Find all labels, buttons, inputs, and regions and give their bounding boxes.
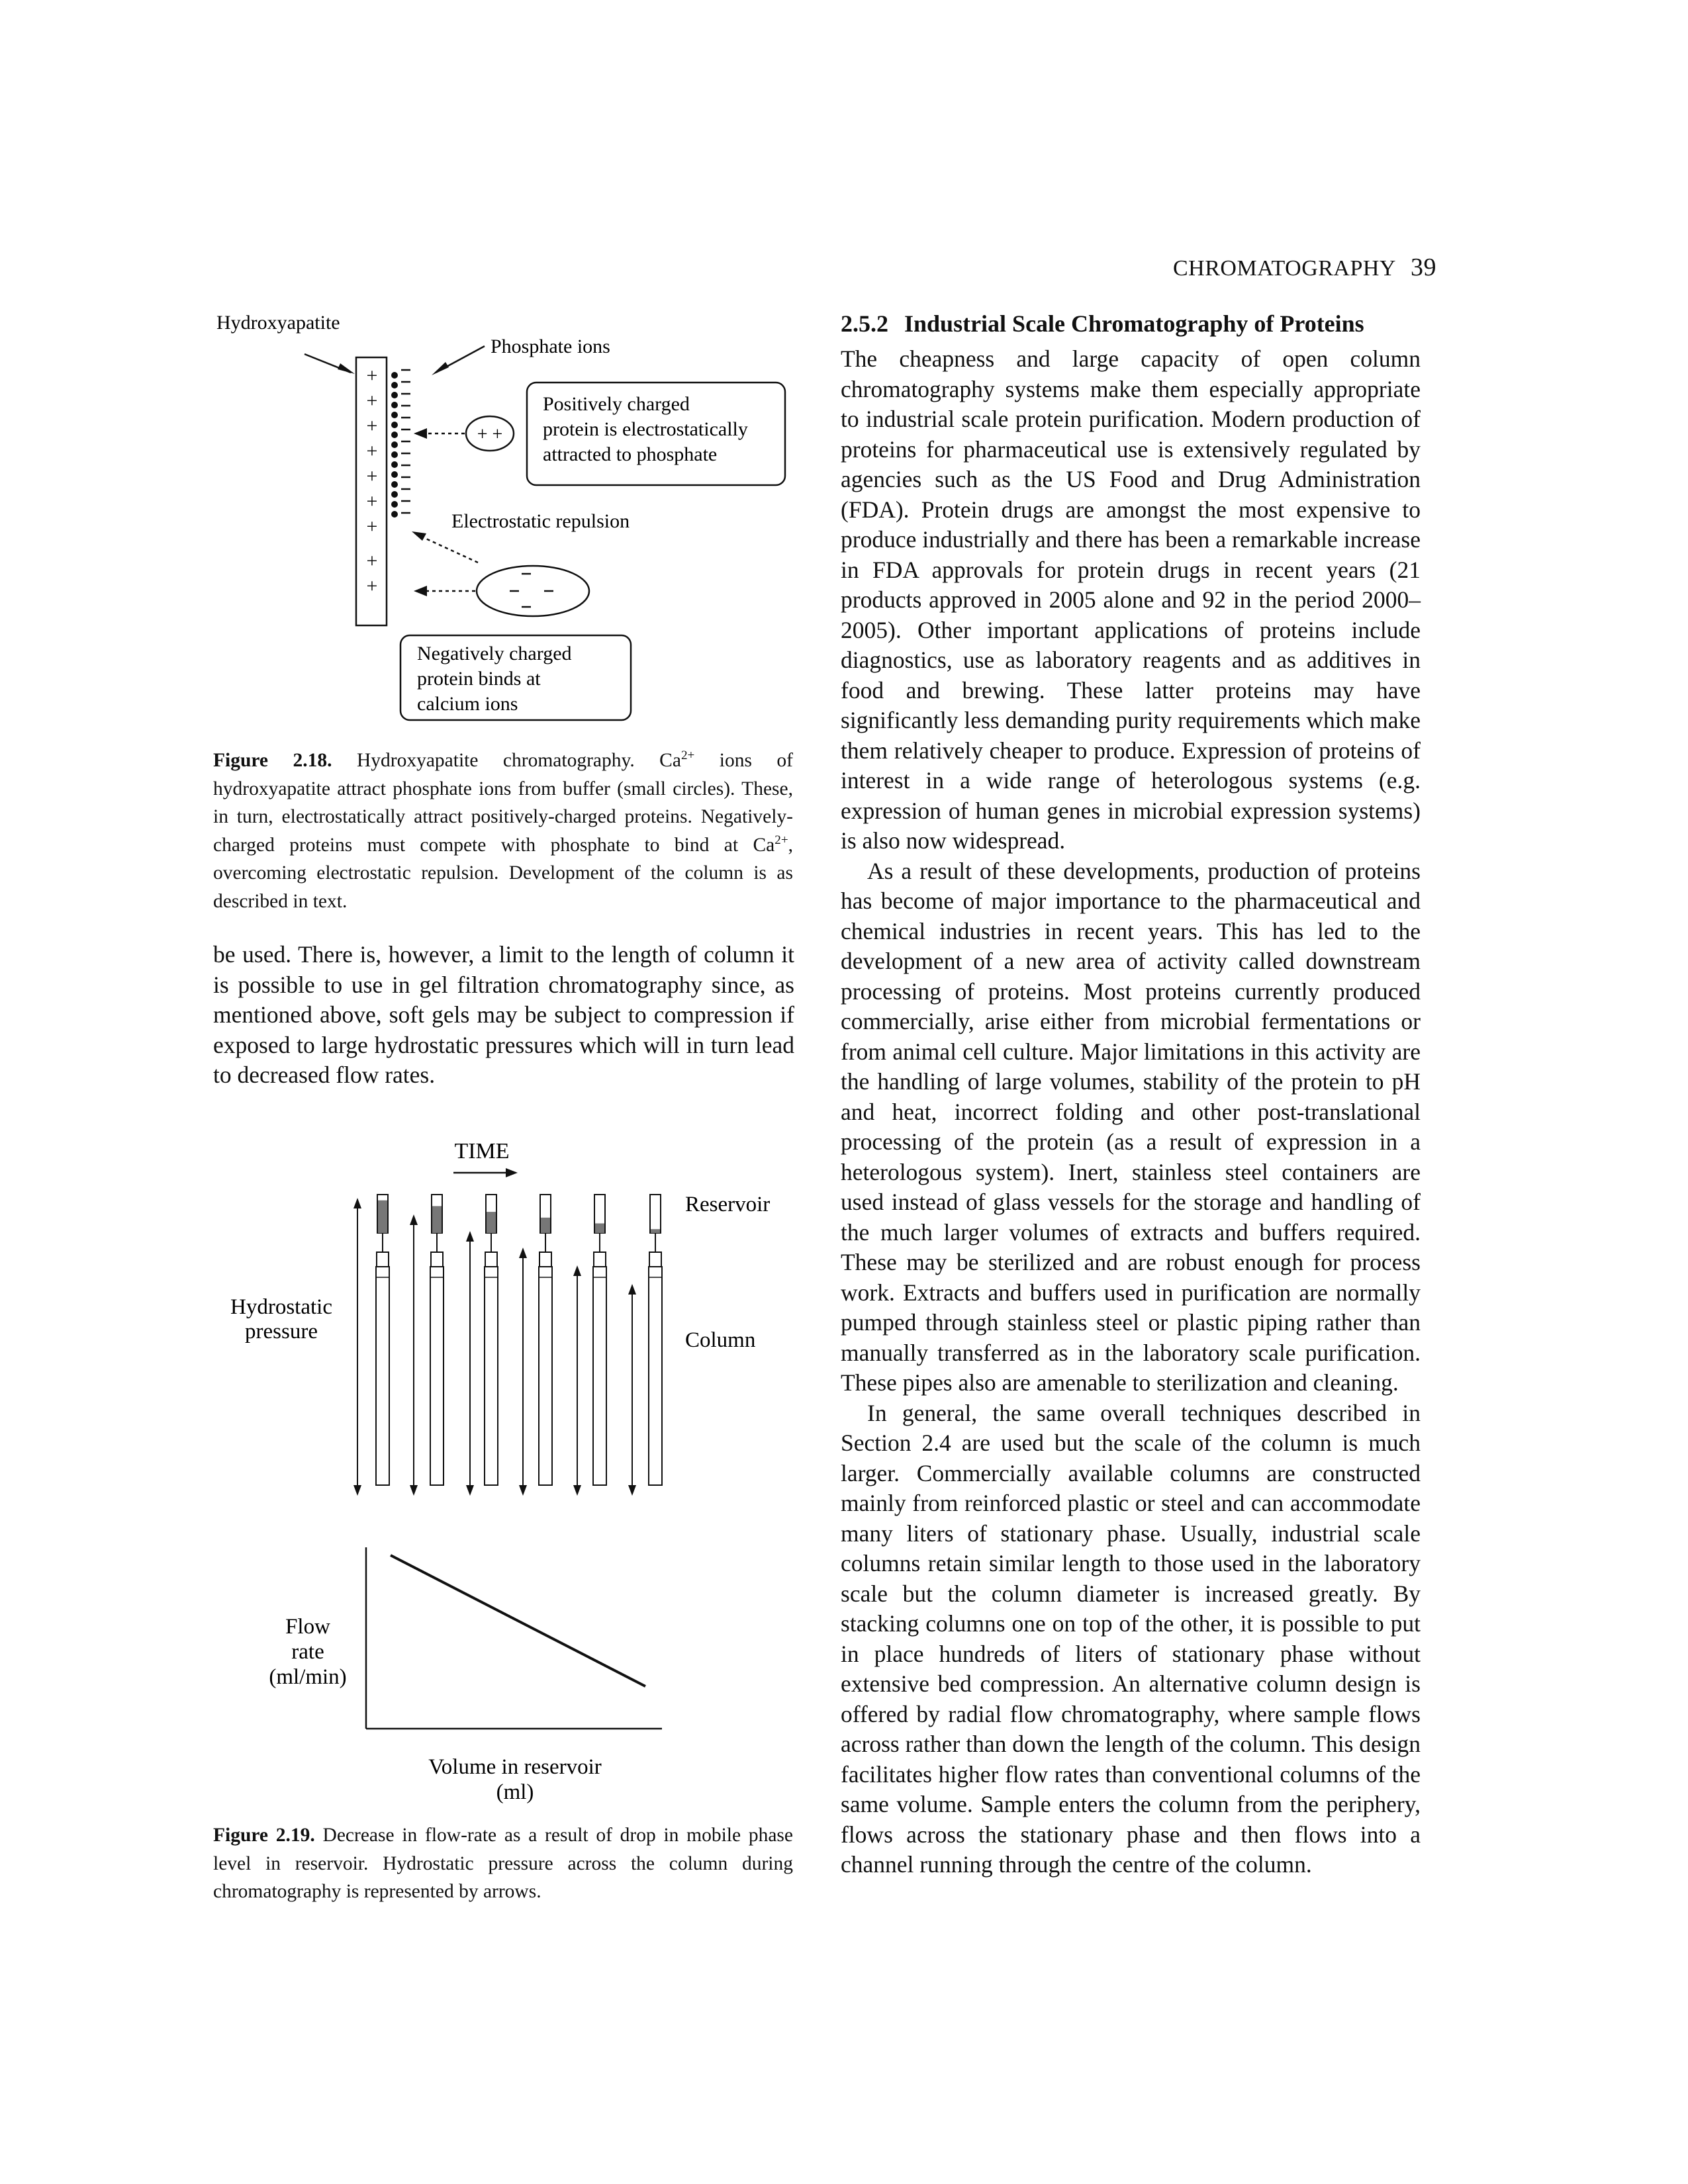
arrow-head-up xyxy=(573,1265,581,1276)
section-heading xyxy=(841,310,1364,338)
hydroxyapatite-label: Hydroxyapatite xyxy=(216,312,340,334)
reservoir-liquid xyxy=(595,1224,604,1234)
section-title: Industrial Scale Chromatography of Proteins xyxy=(904,310,1364,337)
figure-2-19-caption xyxy=(213,1821,793,1906)
caption-label: Figure 2.19. xyxy=(213,1825,315,1846)
arrow-head-up xyxy=(628,1284,636,1295)
arrow-head-down xyxy=(410,1485,418,1496)
pressure-label: pressure xyxy=(245,1320,318,1343)
column-label: Column xyxy=(685,1328,756,1352)
plus-plus-label: + + xyxy=(477,424,503,445)
positive-box-line-1: Positively charged xyxy=(543,393,690,415)
volume-units-label: (ml) xyxy=(496,1780,534,1804)
paragraph: In general, the same overall techniques described in Section 2.4 are used but the scale of the column is much larger. Commercially available columns are constructed mainly from reinforced plastic or steel and can accommodate many liters of stationary phase. Usually, industrial scale columns retain similar length to those used in the laboratory scale but the column diameter is increased greatly. By stacking columns one on top of the other, it is possible to put in place hundreds of liters of stationary phase without extensive bed compression. An alternative column design is offered by radial flow chromatography, where sample flows across rather than down the length of the column. This design facilitates higher flow rates than conventional columns of the same volume. Sample enters the column from the periphery, flows across the stationary phase and then flows into a channel running through the centre of the column. xyxy=(841,1399,1421,1878)
repulsion-arrow xyxy=(420,536,478,563)
svg-text:+: + xyxy=(366,516,378,537)
arrow-head-down xyxy=(573,1485,581,1496)
superscript: 2+ xyxy=(774,833,788,847)
flow-label: Flow xyxy=(285,1615,330,1639)
column-head xyxy=(649,1252,661,1267)
figure-2-18-diagram xyxy=(199,301,808,738)
phosphate-dots xyxy=(391,372,398,518)
column xyxy=(430,1267,444,1485)
phosphate-ions-label: Phosphate ions xyxy=(491,336,610,357)
column-head xyxy=(431,1252,443,1267)
arrow-head-down xyxy=(519,1485,527,1496)
arrow-head-up xyxy=(410,1214,418,1225)
section-body xyxy=(841,344,1421,1880)
arrow-head-up xyxy=(519,1248,527,1258)
section-number: 2.5.2 xyxy=(841,310,888,337)
arrow-head-down xyxy=(628,1485,636,1496)
columns-group xyxy=(353,1195,662,1496)
reservoir xyxy=(650,1195,661,1233)
arrow-head-down xyxy=(353,1485,361,1496)
column xyxy=(539,1267,552,1485)
column-head xyxy=(539,1252,551,1267)
svg-text:+: + xyxy=(366,415,378,437)
flow-rate-graph xyxy=(366,1547,662,1729)
svg-text:+: + xyxy=(366,390,378,412)
reservoir-label: Reservoir xyxy=(685,1193,771,1216)
plus-signs xyxy=(367,365,378,597)
caption-label: Figure 2.18. xyxy=(213,750,332,771)
left-paragraph: be used. There is, however, a limit to the length of column it is possible to use in gel filtration chromatography since, as mentioned above, soft gels may be subject to compression if exposed to large hydrostatic pressures which will in turn lead to decreased flow rates. xyxy=(213,941,794,1088)
repulsion-label: Electrostatic repulsion xyxy=(451,510,630,532)
phosphate-minus-signs xyxy=(401,370,553,607)
negative-box-line-1: Negatively charged xyxy=(417,643,572,664)
caption-text: Decrease in flow-rate as a result of drop in mobile phase level in reservoir. Hydrostatic pressure across the column during chromatography is represented by arrows. xyxy=(213,1825,793,1902)
page-number: 39 xyxy=(1411,253,1436,281)
column-head xyxy=(594,1252,606,1267)
rate-label: rate xyxy=(291,1640,324,1664)
positive-box-line-2: protein is electrostatically xyxy=(543,418,748,440)
caption-text: ions of hydroxyapatite attract phosphate ions from buffer (small circles). These, in turn, electrostatically attract positively-charged proteins. Negatively-charged proteins must compete with phosphate to bind at Ca xyxy=(213,750,794,856)
negative-box-line-2: protein binds at xyxy=(417,668,541,690)
reservoir-liquid xyxy=(432,1206,442,1233)
caption-text: , overcoming electrostatic repulsion. Development of the column is as described in text. xyxy=(213,834,793,912)
running-title: CHROMATOGRAPHY xyxy=(1173,256,1396,281)
column xyxy=(649,1267,662,1485)
column-head xyxy=(377,1252,389,1267)
running-header xyxy=(1173,253,1436,282)
figure-2-18-caption xyxy=(213,747,793,915)
svg-text:+: + xyxy=(366,575,378,597)
caption-text: Hydroxyapatite chromatography. Ca xyxy=(332,750,681,771)
column xyxy=(485,1267,498,1485)
time-label: TIME xyxy=(454,1139,510,1163)
arrow-head-down xyxy=(466,1485,474,1496)
column-head xyxy=(485,1252,497,1267)
svg-text:+: + xyxy=(366,365,378,387)
reservoir-liquid xyxy=(541,1218,550,1233)
reservoir-liquid xyxy=(487,1212,496,1233)
paragraph: As a result of these developments, production of proteins has become of major importance to the pharmaceutical and chemical industries in recent years. This has led to the development of a new area of activity called downstream processing of proteins. Most proteins currently produced commercially, arise either from microbial fermentations or from animal cell culture. Major limitations in this activity are the handling of large volumes, stability of the protein to pH and heat, incorrect folding and other post-translational processing of the protein (as a result of expression in a heterologous system). Inert, stainless steel containers are used instead of glass vessels for the storage and handling of the much larger volumes of extracts and buffers required. These may be sterilized and are robust enough for process work. Extracts and buffers used in purification are normally pumped through stainless steel or plastic piping rather than manually transferred as in the laboratory scale purification. These pipes also are amenable to sterilization and cleaning. xyxy=(841,857,1421,1396)
reservoir-liquid xyxy=(378,1201,387,1233)
negative-protein-ellipse xyxy=(477,566,589,616)
negative-box-line-3: calcium ions xyxy=(417,693,518,715)
paragraph: The cheapness and large capacity of open column chromatography systems make them especially appropriate to industrial scale protein purification. Modern production of proteins for pharmaceutical use is extensively regulated by agencies such as the US Food and Drug Administration (FDA). Protein drugs are amongst the most expensive to produce industrially and there has been a remarkable increase in FDA approvals for protein drugs in recent years (21 products approved in 2005 alone and 92 in the period 2000–2005). Other important applications of proteins include diagnostics, use as laboratory reagents and as additives in food and brewing. These latter proteins may have significantly less demanding purity requirements which make them relatively cheaper to produce. Expression of proteins of interest in a wide range of heterologous systems (e.g. expression of human genes in microbial expression systems) is also now widespread. xyxy=(841,345,1421,854)
units-label: (ml/min) xyxy=(269,1665,347,1689)
svg-text:+: + xyxy=(366,440,378,462)
svg-text:+: + xyxy=(366,465,378,487)
svg-text:+: + xyxy=(366,490,378,512)
column xyxy=(593,1267,606,1485)
figure-2-19-diagram xyxy=(199,1125,808,1820)
flow-rate-line xyxy=(391,1555,645,1686)
positive-box-line-3: attracted to phosphate xyxy=(543,443,718,465)
superscript: 2+ xyxy=(680,749,695,763)
arrow-head-up xyxy=(353,1198,361,1208)
arrow-head-up xyxy=(466,1231,474,1242)
hydrostatic-label: Hydrostatic xyxy=(230,1295,332,1319)
column xyxy=(376,1267,389,1485)
svg-text:+: + xyxy=(366,550,378,572)
reservoir-liquid xyxy=(651,1229,660,1233)
volume-label: Volume in reservoir xyxy=(428,1755,602,1779)
